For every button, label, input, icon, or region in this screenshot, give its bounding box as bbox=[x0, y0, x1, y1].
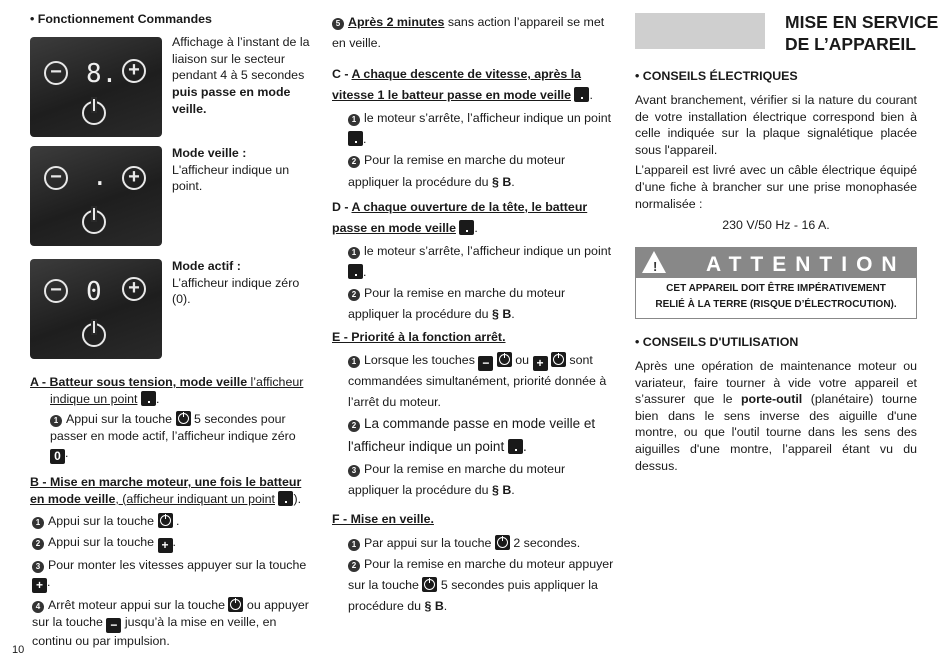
power-key-icon bbox=[495, 535, 510, 550]
panel-description: Affichage à l’instant de la liaison sur le secteur pendant 4 à 5 secondes puis passe en mode veille. bbox=[172, 35, 310, 116]
minus-key-icon: − bbox=[106, 618, 121, 633]
plus-button-icon: + bbox=[122, 59, 146, 83]
plus-key-icon: + bbox=[158, 538, 173, 553]
electric-text: Avant branchement, vérifier si la nature du courant de votre installation électrique correspond bien à celle indiquée sur la plaque signalétique placée sous l'appareil. L’appareil est livré avec un câble électrique équipé d’une fiche à brancher sur une prise monophasée normalisée : 230 V/50 Hz - 16 A. bbox=[635, 93, 917, 233]
panel-display: 0 bbox=[86, 277, 102, 307]
power-key-icon bbox=[551, 352, 566, 367]
dot-display-icon bbox=[508, 439, 523, 454]
minus-button-icon: − bbox=[44, 61, 68, 85]
dot-display-icon bbox=[574, 87, 589, 102]
plus-button-icon: + bbox=[122, 277, 146, 301]
attention-title: ATTENTION bbox=[706, 253, 906, 276]
electric-heading: • CONSEILS ÉLECTRIQUES bbox=[635, 69, 798, 83]
attention-text: CET APPAREIL DOIT ÊTRE IMPÉRATIVEMENT RELIÉ À LA TERRE (RISQUE D’ÉLECTROCUTION). bbox=[655, 283, 897, 310]
panel-description: Mode actif : L’afficheur indique zéro (0). bbox=[172, 259, 300, 307]
power-button-icon bbox=[82, 323, 106, 347]
plus-key-icon: + bbox=[32, 578, 47, 593]
dot-display-icon bbox=[278, 491, 293, 506]
panel-display: . bbox=[92, 162, 108, 192]
dot-display-icon bbox=[141, 391, 156, 406]
usage-text: Après une opération de maintenance moteur ou variateur, faire tourner à vide votre appareil et s’assurer que le porte-outil (planétaire) tourne bien dans le sens inverse des aiguille d'une montre, ou que l'outil tourne dans les sens des aiguilles d'une montre, l’appareil étant vu du dessus. bbox=[635, 359, 917, 473]
minus-button-icon: − bbox=[44, 279, 68, 303]
dot-display-icon bbox=[459, 220, 474, 235]
section-b: B - Mise en marche moteur, une fois le batteur en mode veille, (afficheur indiquant un point ). 1 Appui sur la touche . 2 Appui sur la touche + . 3 Pour monter les vitesses appuyer sur la touche + . 4 Arrêt moteur appui sur la touche ou appuyer sur la touche − jusqu’à la mise en veille, en continu ou par impulsion. bbox=[30, 475, 309, 648]
power-key-icon bbox=[497, 352, 512, 367]
panel-display: 8. bbox=[86, 59, 118, 89]
minus-key-icon: − bbox=[478, 356, 493, 371]
control-panel-active bbox=[30, 259, 162, 359]
dot-display-icon bbox=[348, 131, 363, 146]
power-key-icon bbox=[422, 577, 437, 592]
section-heading: • Fonctionnement Commandes bbox=[30, 12, 212, 26]
control-panel-startup bbox=[30, 37, 162, 137]
power-key-icon bbox=[158, 513, 173, 528]
power-key-icon bbox=[176, 411, 191, 426]
attention-box: ! ATTENTION CET APPAREIL DOIT ÊTRE IMPÉRATIVEMENT RELIÉ À LA TERRE (RISQUE D’ÉLECTROCUTION). bbox=[635, 247, 917, 319]
control-panel-standby bbox=[30, 146, 162, 246]
power-key-icon bbox=[228, 597, 243, 612]
panel-description: Mode veille : L'afficheur indique un point. bbox=[172, 146, 290, 194]
usage-heading: • CONSEILS D'UTILISATION bbox=[635, 335, 799, 349]
plus-key-icon: + bbox=[533, 356, 548, 371]
zero-display-icon: 0 bbox=[50, 449, 65, 464]
section-f-title: F - Mise en veille. bbox=[332, 512, 434, 527]
dot-display-icon bbox=[348, 264, 363, 279]
power-button-icon bbox=[82, 210, 106, 234]
grey-block bbox=[635, 13, 765, 49]
section-a: A - Batteur sous tension, mode veille l’afficheur indique un point . 1 Appui sur la touche 5 secondes pour passer en mode actif, l’afficheur indique zéro 0 . bbox=[30, 375, 304, 463]
section-middle: 5 Après 2 minutes sans action l’appareil se met en veille. C - A chaque descente de vitesse, après la vitesse 1 le batteur passe en mode veille . 1 le moteur s’arrête, l’afficheur indique un point . 2 Pour la remise en marche du moteur appliquer la procédure du § B. D - A chaque ouverture de la tête, le batteur passe en mode veille . 1 le moteur s’arrête, l’afficheur indique un point . 2 Pour la remise en marche du moteur appliquer la procédure du § B. E - Priorité à la fonction arrêt. 1 Lorsque les touches − ou + sont commandées simultanément, priorité donnée à l’arrêt du moteur. 2 La commande passe en mode veille et l'afficheur indique un point . 3 Pour la remise en marche du moteur appliquer la procédure du § B. F - Mise en veille. 1 Par appui sur la touche 2 secondes. 2 Pour la remise en marche du moteur appuyer sur la touche 5 secondes puis appliquer la procédure du § B. bbox=[332, 12, 616, 617]
section-e-title: E - Priorité à la fonction arrêt. bbox=[332, 330, 506, 345]
page-title: MISE EN SERVICE DE L’APPAREIL bbox=[785, 12, 939, 54]
minus-button-icon: − bbox=[44, 166, 68, 190]
page-number: 10 bbox=[12, 644, 25, 656]
plus-button-icon: + bbox=[122, 166, 146, 190]
power-button-icon bbox=[82, 101, 106, 125]
